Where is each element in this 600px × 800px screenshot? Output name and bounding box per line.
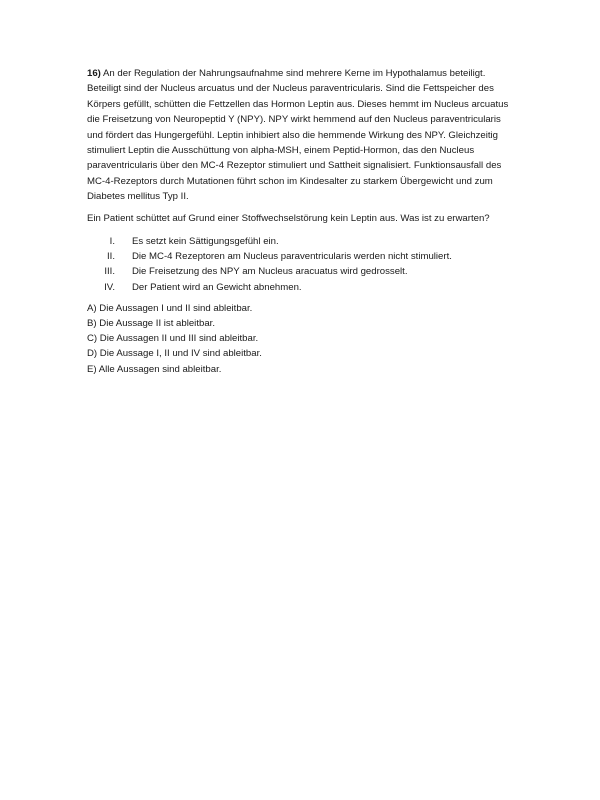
answer-option-b: B) Die Aussage II ist ableitbar. <box>87 318 215 330</box>
statement-number: III. <box>104 266 115 278</box>
statement-number: II. <box>107 251 115 263</box>
answer-option-d: D) Die Aussage I, II und IV sind ableitbar. <box>87 348 262 360</box>
answer-options <box>87 301 517 377</box>
statement-text: Der Patient wird an Gewicht abnehmen. <box>132 281 302 293</box>
statement-text: Die MC-4 Rezeptoren am Nucleus paraventricularis werden nicht stimuliert. <box>132 251 452 263</box>
question-intro <box>87 66 517 205</box>
answer-option-e: E) Alle Aussagen sind ableitbar. <box>87 363 222 375</box>
question-page <box>87 66 517 377</box>
answer-option-a: A) Die Aussagen I und II sind ableitbar. <box>87 302 253 314</box>
statement-text: Es setzt kein Sättigungsgefühl ein. <box>132 236 279 248</box>
statement-item <box>87 249 517 264</box>
question-number: 16) <box>87 68 101 79</box>
question-intro-text: An der Regulation der Nahrungsaufnahme sind mehrere Kerne im Hypothalamus beteiligt. Beteiligt sind der Nucleus arcuatus und der Nucleus paraventricularis. Sind die Fettspeicher des Körpers gefüllt, schütten die Fettzellen das Hormon Leptin aus. Dieses hemmt im Nucleus arcuatus die Freisetzung von Neuropeptid Y (NPY). NPY wirkt hemmend auf den Nucleus paraventricularis und fördert das Hungergefühl. Leptin inhibiert also die hemmende Wirkung des NPY. Gleichzeitig stimuliert Leptin die Ausschüttung von alpha-MSH, einem Peptid-Hormon, das den Nucleus paraventricularis über den MC-4 Rezeptor stimuliert und Sattheit signalisiert. Funktionsausfall des MC-4-Rezeptors durch Mutationen führt schon im Kindesalter zu starkem Übergewicht und zum Diabetes mellitus Typ II. <box>87 68 509 203</box>
question-prompt: Ein Patient schüttet auf Grund einer Stoffwechselstörung kein Leptin aus. Was ist zu erwarten? <box>87 212 490 224</box>
statement-number: I. <box>109 236 115 248</box>
statement-item <box>87 234 517 249</box>
statement-text: Die Freisetzung des NPY am Nucleus aracuatus wird gedrosselt. <box>132 266 408 278</box>
statement-item <box>87 264 517 279</box>
statement-list <box>87 234 517 295</box>
statement-number: IV. <box>104 281 115 293</box>
answer-option-c: C) Die Aussagen II und III sind ableitbar. <box>87 333 259 345</box>
statement-item <box>87 280 517 295</box>
